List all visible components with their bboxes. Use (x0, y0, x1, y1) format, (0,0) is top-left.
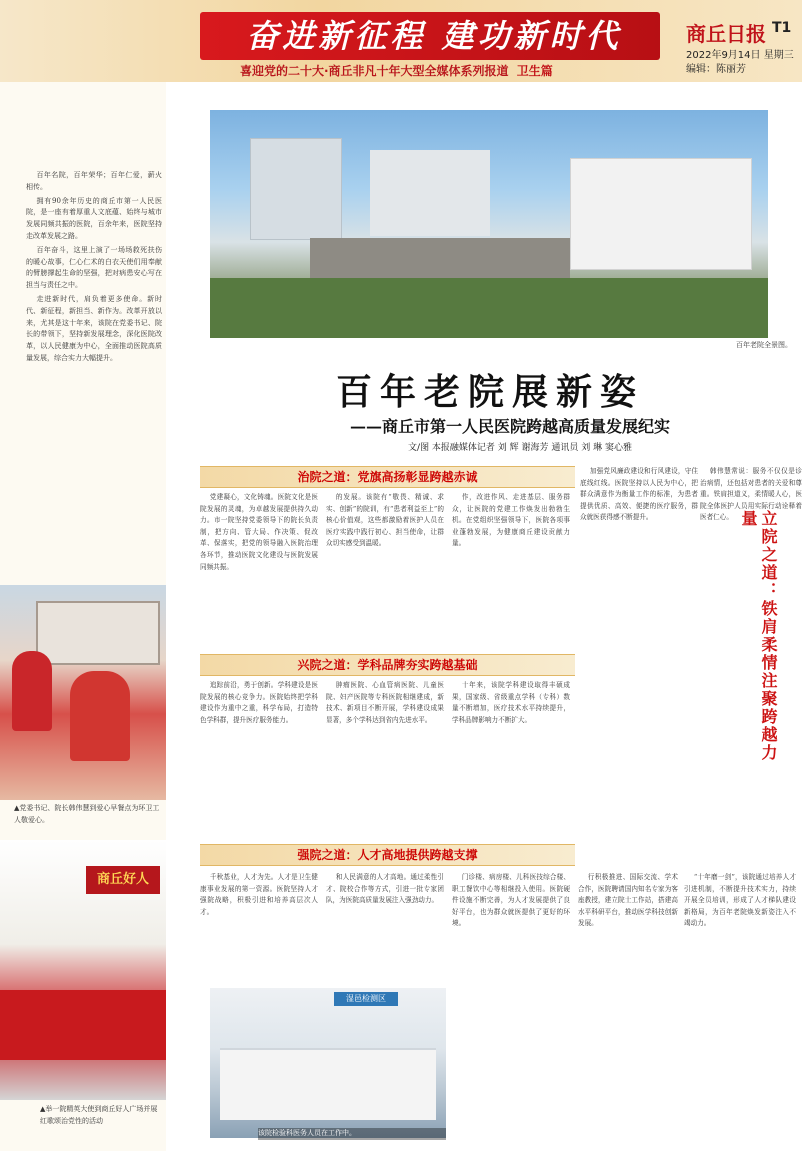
text-column (580, 466, 698, 826)
section-heading-1: 治院之道：党旗高扬彰显跨越赤诚 (200, 466, 575, 488)
lead-paragraph: 百年奋斗，这里上演了一场场救死扶伤的暖心故事，仁心仁术的白衣天使们用奉献的臂膀撑起生命的坚强，把对病患安心写在担当与责任之中。 (26, 245, 162, 290)
paragraph: 千秋基业，人才为先。人才是卫生健康事业发展的第一资源。医院坚持人才强院战略，积极引进和培养高层次人才。 (200, 873, 318, 916)
building (570, 158, 752, 270)
trees (210, 278, 768, 338)
lead-text (26, 170, 162, 580)
paragraph: 追踪前沿，勇于创新。学科建设是医院发展的核心竞争力。医院始终把学科建设作为重中之重，科学布局，打造特色学科群，提升医疗服务能力。 (200, 681, 318, 724)
photo-volunteers (0, 585, 166, 800)
lab-sign: 湿邑检测区 (334, 992, 398, 1006)
text-column (326, 872, 444, 982)
paragraph: 党建凝心，文化铸魂。医院文化是医院发展的灵魂，为卓越发展提供持久动力。市一院坚持党委领导下的院长负责制，把方向、管大局、作决策、促改革、保落实，把党的领导融入医院治理各环节，推动医院文化建设与医院发展同频共振。 (200, 493, 318, 571)
paragraph: 韩伟慧常说：服务不仅仅是诊治病情，还包括对患者的关爱和尊重。铁肩担道义，柔情暖人心，医院全体医护人员用实际行动诠释着医者仁心。 (700, 467, 802, 522)
text-column (452, 492, 570, 652)
issue-editor: 编辑：陈丽芳 (686, 64, 746, 75)
paragraph: 和人民满意的人才高地。通过柔性引才、院校合作等方式，引进一批专家团队，为医院高质量发展注入强劲动力。 (326, 873, 444, 905)
lead-paragraph: 走进新时代，肩负着更多使命。新时代、新征程，新担当、新作为。改革开放以来，尤其是这十年来，该院在党委书记、院长的带领下，坚持新发展理念，深化医院改革，以人民健康为中心，全面推动医院高质量发展，综合实力大幅提升。 (26, 294, 162, 362)
paragraph: 的发展。该院有“敬畏、精诚、求实、创新”的院训，有“患者利益至上”的核心价值观，这些都激励着医护人员在医疗实践中践行初心、担当使命，让群众切实感受到温暖。 (326, 493, 444, 548)
photo-figure (12, 651, 52, 731)
photo-caption-2: ▲举一院精英大使到商丘好人广场并展红歌颂治党性的活动 (40, 1105, 158, 1125)
text-column (326, 680, 444, 840)
section-heading-2: 兴院之道：学科品牌夯实跨越基础 (200, 654, 575, 676)
paragraph: 加强党风廉政建设和行风建设，守住底线红线。医院坚持以人民为中心，把群众满意作为衡量工作的标准，为患者提供优质、高效、便捷的医疗服务，群众就医获得感不断提升。 (580, 467, 698, 522)
paragraph: “十年磨一剑”，该院通过培养人才引进机制，不断提升技术实力，持续开展全员培训，形成了人才梯队建设新格局，为百年老院焕发新姿注入不竭动力。 (684, 873, 796, 928)
paragraph: 肿瘤医院、心血管病医院、儿童医院、妇产医院等专科医院相继建成，新技术、新项目不断开展，学科建设成果显著，多个学科达到省内先进水平。 (326, 681, 444, 724)
article-byline: 文/图 本报融媒体记者 刘 辉 谢海芳 通讯员 刘 琳 窦心雅 (408, 443, 632, 453)
photo-board (36, 601, 160, 665)
section-heading-3: 强院之道：人才高地提供跨越支撑 (200, 844, 575, 866)
lead-paragraph: 百年名院，百年荣华；百年仁爱，薪火相传。 (26, 171, 162, 191)
text-column (326, 492, 444, 652)
page-number: T1 (772, 20, 792, 36)
text-column (200, 492, 318, 652)
issue-date: 2022年9月14日 星期三 (686, 50, 794, 61)
section-heading-side: 立院之道：铁肩柔情注聚跨越力量 (739, 510, 778, 762)
party-flag (0, 990, 166, 1060)
series-line (240, 62, 660, 78)
old-buildings (310, 238, 570, 278)
text-column (200, 872, 318, 982)
text-column (452, 872, 570, 1142)
square-sign: 商丘好人 (86, 866, 160, 894)
paragraph: 行积极推进、国际交流、学术合作，医院聘请国内知名专家为客座教授，建立院士工作站，搭建高水平科研平台，推动医学科技创新发展。 (578, 873, 678, 928)
series-title: 喜迎党的二十大·商丘非凡十年大型全媒体系列报道 (240, 64, 509, 78)
paragraph: 十年来，该院学科建设取得丰硕成果，国家级、省级重点学科（专科）数量不断增加，医疗技术水平持续提升，学科品牌影响力不断扩大。 (452, 681, 570, 724)
lab-photo-caption: 该院检验科医务人员在工作中。 (258, 1128, 446, 1140)
building (250, 138, 342, 240)
text-column (200, 680, 318, 840)
series-tag: 卫生篇 (516, 64, 553, 78)
photo-figure (70, 671, 130, 761)
article-subtitle: ——商丘市第一人民医院跨越高质量发展纪实 (349, 417, 670, 436)
slogan-text: 奋进新征程 建功新时代 (246, 17, 622, 55)
lab-bench (220, 1048, 436, 1120)
hospital-panorama-photo (210, 110, 768, 338)
lab-photo (210, 988, 446, 1138)
text-column (452, 680, 570, 840)
text-column (578, 872, 678, 1142)
paragraph: 门诊楼、病房楼、儿科医技综合楼、职工餐饮中心等相继投入使用。医院硬件设施不断完善，为人才发展提供了良好平台，也为群众就医提供了更好的环境。 (452, 873, 570, 928)
text-column (684, 872, 796, 1142)
photo-group (0, 840, 166, 1100)
building (370, 150, 490, 236)
panorama-caption: 百年老院全景图。 (736, 341, 792, 349)
paper-logo: 商丘日报 (686, 22, 766, 46)
article-title: 百年老院展新姿 (335, 371, 644, 413)
lead-paragraph: 拥有90余年历史的商丘市第一人民医院，是一座有着厚重人文底蕴、始终与城市发展同频共振的医院，百余年来，医院坚持走改革发展之路。 (26, 196, 162, 240)
photo-caption-1: ▲党委书记、院长韩伟慧到爱心早餐点为环卫工人敬爱心。 (14, 804, 160, 824)
paragraph: 作，改进作风、走进基层、服务群众，让医院的党建工作焕发出勃勃生机。在党组织坚强领导下，医院各项事业蓬勃发展，为健康商丘建设贡献力量。 (452, 493, 570, 548)
